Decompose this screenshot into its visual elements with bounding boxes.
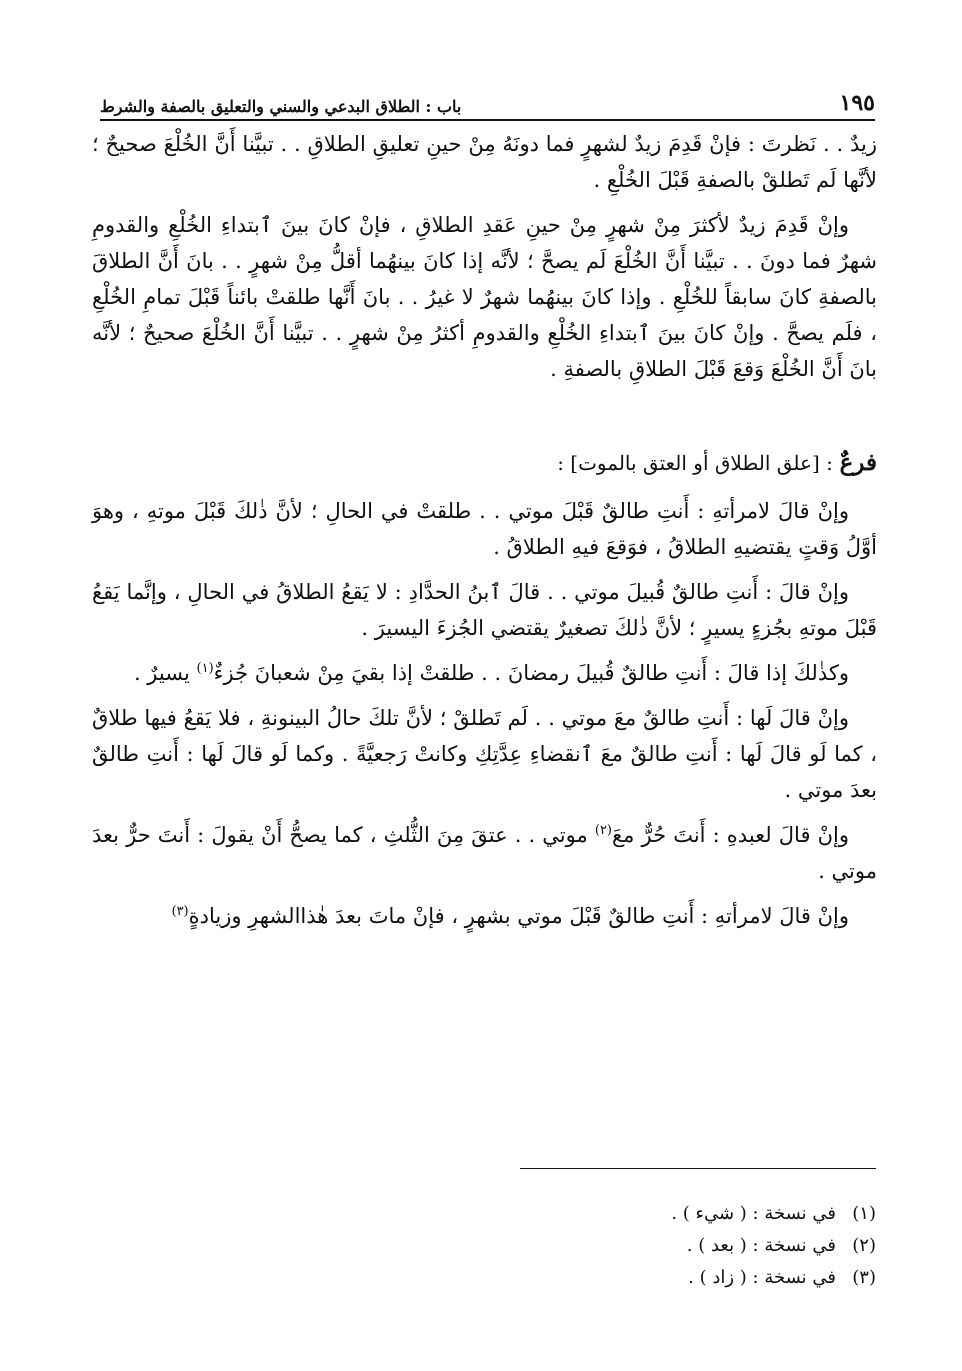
footnote-2 <box>520 1230 876 1262</box>
paragraph-1: زيدٌ . . نَظرتَ : فإنْ قَدِمَ زيدٌ لشهرٍ فما دونَهُ مِنْ حينِ تعليقِ الطلاقِ . . تبيَّنا أَنَّ الخُلْعَ صحيحٌ ؛ لأنَّها لَم تَطلقْ بالصفةِ قَبْلَ الخُلْعِ . <box>92 132 877 192</box>
footnote-number: (٣) <box>852 1267 876 1288</box>
footnote-ref-2[interactable]: (٢) <box>594 823 612 838</box>
body-text <box>92 126 877 943</box>
paragraph-6: وإنْ قالَ لَها : أَنتِ طالقٌ معَ موتي . . لَم تَطلقْ ؛ لأنَّ تلكَ حالُ البينونةِ ، فلا يَقعُ فيها طلاقٌ ، كما لَو قالَ لَها : أَنتِ طالقٌ معَ ٱنقضاءِ عِدَّتِكِ وكانتْ رَجعيَّةً . وكما لَو قالَ لَها : أَنتِ طالقٌ بعدَ موتي . <box>92 706 877 802</box>
footnote-text: في نسخة : ( شيء ) . <box>671 1203 836 1224</box>
footnote-number: (٢) <box>852 1235 876 1256</box>
paragraph-7 <box>92 817 877 889</box>
footnote-3 <box>520 1262 876 1294</box>
page-header <box>100 82 875 116</box>
paragraph-4: وإنْ قالَ : أَنتِ طالقٌ قُبيلَ موتي . . قالَ ٱبنُ الحدَّادِ : لا يَقعُ الطلاقُ في الحالِ ، وإنَّما يَقعُ قَبْلَ موتهِ بجُزءٍ يسيرٍ ؛ لأنَّ ذٰلكَ تصغيرٌ يقتضي الجُزءَ اليسيرَ . <box>92 580 877 640</box>
section-heading <box>92 445 877 481</box>
paragraph-7-text: وإنْ قالَ لعبدهِ : أَنتَ حُرٌّ معَ <box>612 823 849 847</box>
paragraph-5-text: وكذٰلكَ إذا قالَ : أَنتِ طالقٌ قُبيلَ رمضانَ . . طلقتْ إذا بقيَ مِنْ شعبانَ جُزءٌ <box>213 661 849 685</box>
paragraph-8 <box>92 898 877 934</box>
page-number: ١٩٥ <box>839 90 875 116</box>
header-divider <box>100 119 875 121</box>
branch-label: فرعٌ <box>839 449 877 476</box>
footnote-text: في نسخة : ( بعد ) . <box>686 1235 836 1256</box>
paragraph-5 <box>92 655 877 691</box>
footnote-number: (١) <box>852 1203 876 1224</box>
section-title: : [علق الطلاق أو العتق بالموت] : <box>557 451 833 475</box>
footnote-1 <box>520 1198 876 1230</box>
paragraph-7-end: موتي . . عتقَ مِنَ الثُّلثِ ، كما يصحُّ أَنْ يقولَ : أَنتَ حرٌّ بعدَ موتي . <box>92 823 877 883</box>
footnote-divider <box>520 1168 876 1169</box>
footnote-ref-1[interactable]: (١) <box>196 661 214 676</box>
footnote-ref-3[interactable]: (٣) <box>171 904 189 919</box>
paragraph-2: وإنْ قَدِمَ زيدٌ لأكثرَ مِنْ شهرٍ مِنْ حينِ عَقدِ الطلاقِ ، فإنْ كانَ بينَ ٱبتداءِ الخُلْعِ والقدومِ شهرٌ فما دونَ . . تبيَّنا أَنَّ الخُلْعَ لَم يصحَّ ؛ لأنَّه إذا كانَ بينهُما أقلُّ مِنْ شهرٍ . . بانَ أَنَّ الطلاقَ بالصفةِ كانَ سابقاً للخُلْعِ . وإذا كانَ بينهُما شهرٌ لا غيرُ . . بانَ أَنَّها طلقتْ بائناً قَبْلَ تمامِ الخُلْعِ ، فلَم يصحَّ . وإنْ كانَ بينَ ٱبتداءِ الخُلْعِ والقدومِ أكثرُ مِنْ شهرٍ . . تبيَّنا أَنَّ الخُلْعَ صحيحٌ ؛ لأنَّه بانَ أَنَّ الخُلْعَ وَقعَ قَبْلَ الطلاقِ بالصفةِ . <box>92 213 877 381</box>
footnote-text: في نسخة : ( زاد ) . <box>688 1267 836 1288</box>
running-title: باب : الطلاق البدعي والسني والتعليق بالصفة والشرط <box>100 97 462 116</box>
paragraph-3: وإنْ قالَ لامرأتهِ : أَنتِ طالقٌ قَبْلَ موتي . . طلقتْ في الحالِ ؛ لأنَّ ذٰلكَ قَبْلَ موتهِ ، وهوَ أوَّلُ وَقتٍ يقتضيهِ الطلاقُ ، فوَقعَ فيهِ الطلاقُ . <box>92 499 877 559</box>
paragraph-5-end: يسيرٌ . <box>133 661 190 685</box>
paragraph-8-text: وإنْ قالَ لامرأتهِ : أَنتِ طالقٌ قَبْلَ موتي بشهرٍ ، فإنْ ماتَ بعدَ هٰذاالشهرِ وزيادةٍ <box>188 904 849 928</box>
footnotes <box>520 1198 876 1294</box>
